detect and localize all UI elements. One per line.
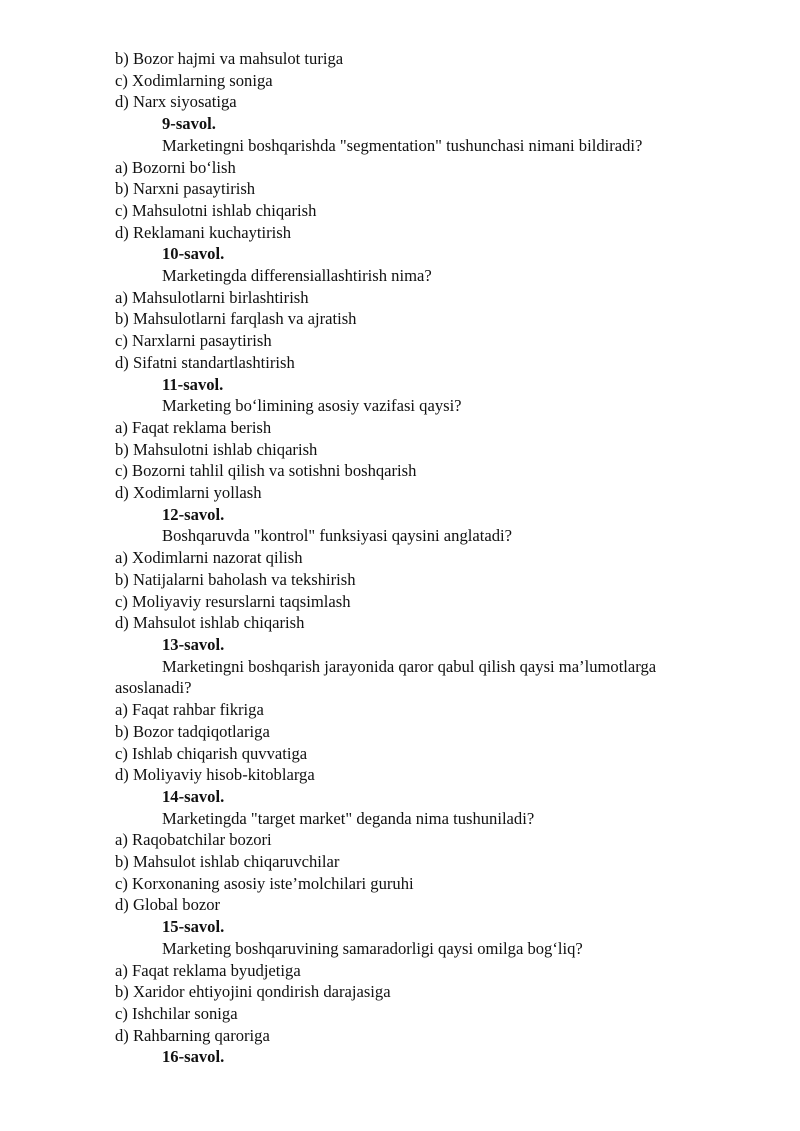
answer-option: c) Xodimlarning soniga <box>115 70 273 90</box>
question-heading: 15-savol. <box>162 917 225 937</box>
answer-option: b) Mahsulotni ishlab chiqarish <box>115 439 318 459</box>
answer-option: c) Ishchilar soniga <box>115 1003 238 1023</box>
question-text: Marketing bo‘limining asosiy vazifasi qaysi? <box>162 396 462 416</box>
question-heading: 12-savol. <box>162 504 225 524</box>
answer-option: a) Faqat reklama berish <box>115 417 272 437</box>
answer-option: b) Xaridor ehtiyojini qondirish darajasiga <box>115 982 391 1002</box>
answer-option: c) Korxonaning asosiy iste’molchilari guruhi <box>115 873 414 893</box>
question-heading: 9-savol. <box>162 114 216 134</box>
answer-option: d) Moliyaviy hisob-kitoblarga <box>115 765 315 785</box>
answer-option: b) Mahsulot ishlab chiqaruvchilar <box>115 852 340 872</box>
question-text: Boshqaruvda "kontrol" funksiyasi qaysini anglatadi? <box>162 526 512 546</box>
answer-option: d) Rahbarning qaroriga <box>115 1025 270 1045</box>
answer-option: d) Xodimlarni yollash <box>115 483 262 503</box>
answer-option: a) Raqobatchilar bozori <box>115 830 272 850</box>
answer-option: c) Ishlab chiqarish quvvatiga <box>115 743 308 763</box>
answer-option: d) Global bozor <box>115 895 221 915</box>
answer-option: d) Reklamani kuchaytirish <box>115 222 292 242</box>
answer-option: d) Mahsulot ishlab chiqarish <box>115 613 305 633</box>
answer-option: c) Bozorni tahlil qilish va sotishni boshqarish <box>115 461 417 481</box>
answer-option: b) Narxni pasaytirish <box>115 179 256 199</box>
answer-option: b) Mahsulotlarni farqlash va ajratish <box>115 309 357 329</box>
answer-option: b) Natijalarni baholash va tekshirish <box>115 569 356 589</box>
answer-option: a) Bozorni bo‘lish <box>115 157 236 177</box>
answer-option: a) Faqat reklama byudjetiga <box>115 960 301 980</box>
answer-option: d) Sifatni standartlashtirish <box>115 352 295 372</box>
question-list <box>115 48 725 1068</box>
question-heading: 10-savol. <box>162 244 225 264</box>
answer-option: b) Bozor hajmi va mahsulot turiga <box>115 49 344 68</box>
answer-option: a) Xodimlarni nazorat qilish <box>115 548 303 568</box>
question-heading: 11-savol. <box>162 374 224 394</box>
question-text: Marketing boshqaruvining samaradorligi qaysi omilga bog‘liq? <box>162 938 583 958</box>
question-text: Marketingni boshqarish jarayonida qaror qabul qilish qaysi ma’lumotlarga asoslanadi? <box>115 656 657 698</box>
answer-option: c) Narxlarni pasaytirish <box>115 331 272 351</box>
answer-option: c) Mahsulotni ishlab chiqarish <box>115 200 317 220</box>
question-heading: 14-savol. <box>162 786 225 806</box>
question-heading: 13-savol. <box>162 634 225 654</box>
answer-option: c) Moliyaviy resurslarni taqsimlash <box>115 591 351 611</box>
answer-option: d) Narx siyosatiga <box>115 92 237 112</box>
question-text: Marketingda "target market" deganda nima tushuniladi? <box>162 808 535 828</box>
answer-option: a) Mahsulotlarni birlashtirish <box>115 287 309 307</box>
answer-option: a) Faqat rahbar fikriga <box>115 700 264 720</box>
answer-option: b) Bozor tadqiqotlariga <box>115 721 270 741</box>
question-text: Marketingda differensiallashtirish nima? <box>162 266 432 286</box>
question-heading: 16-savol. <box>162 1047 225 1067</box>
question-text: Marketingni boshqarishda "segmentation" tushunchasi nimani bildiradi? <box>162 135 643 155</box>
